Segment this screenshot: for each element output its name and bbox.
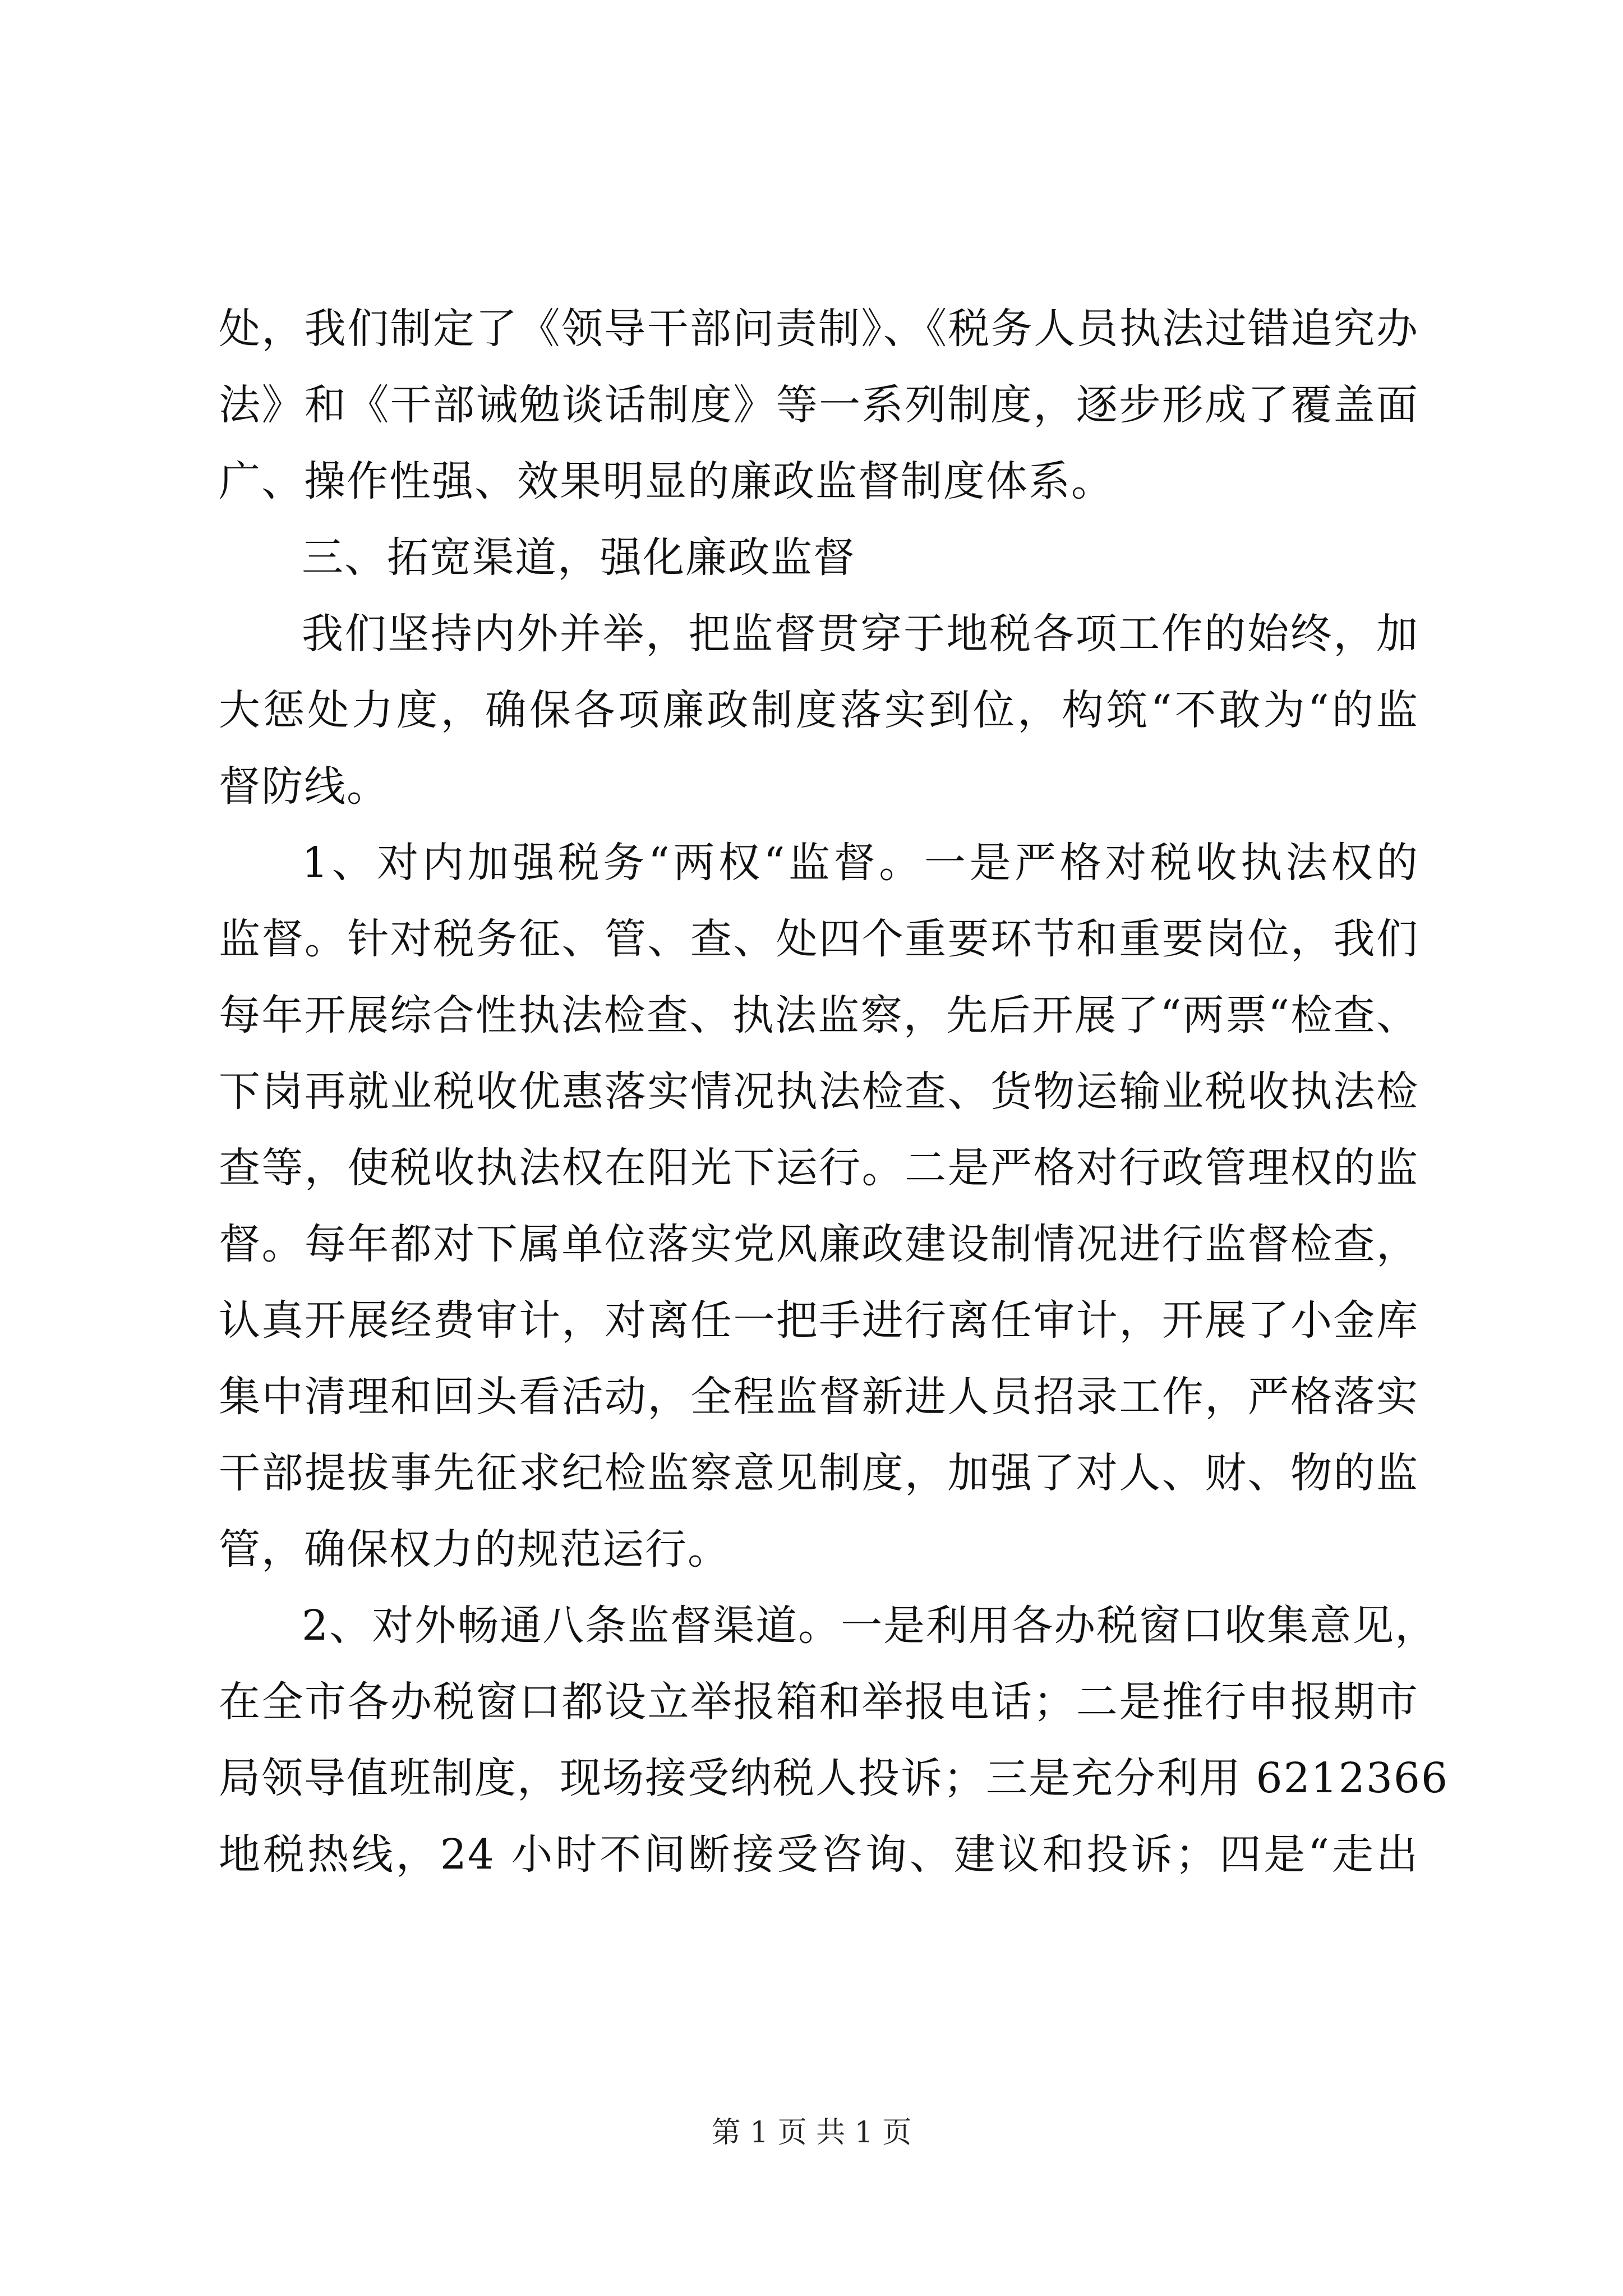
paragraph-line: 督。每年都对下属单位落实党风廉政建设制情况进行监督检查， [219,1220,1419,1268]
paragraph-line: 集中清理和回头看活动，全程监督新进人员招录工作，严格落实 [219,1373,1419,1421]
paragraph-line: 1、对内加强税务“两权“监督。一是严格对税收执法权的 [302,839,1419,887]
page-footer [0,2115,1623,2151]
paragraph-line: 认真开展经费审计，对离任一把手进行离任审计，开展了小金库 [219,1296,1419,1345]
document-body [219,291,1449,1893]
paragraph-line: 处，我们制定了《领导干部问责制》、《税务人员执法过错追究办 [219,305,1419,353]
paragraph-line: 在全市各办税窗口都设立举报箱和举报电话；二是推行申报期市 [219,1678,1419,1726]
paragraph-line: 下岗再就业税收优惠落实情况执法检查、货物运输业税收执法检 [219,1068,1419,1116]
paragraph-line: 督防线。 [219,762,389,811]
paragraph-line: 监督。针对税务征、管、查、处四个重要环节和重要岗位，我们 [219,915,1419,963]
paragraph-line: 干部提拔事先征求纪检监察意见制度，加强了对人、财、物的监 [219,1449,1419,1497]
paragraph-line: 局领导值班制度，现场接受纳税人投诉；三是充分利用 6212366 [219,1754,1449,1802]
section-heading: 三、拓宽渠道，强化廉政监督 [302,533,856,582]
paragraph-line: 法》和《干部诫勉谈话制度》等一系列制度，逐步形成了覆盖面 [219,381,1419,429]
paragraph-line: 查等，使税收执法权在阳光下运行。二是严格对行政管理权的监 [219,1144,1419,1192]
paragraph-line: 2、对外畅通八条监督渠道。一是利用各办税窗口收集意见， [302,1602,1438,1650]
paragraph-line: 每年开展综合性执法检查、执法监察，先后开展了“两票“检查、 [219,991,1419,1039]
paragraph-line: 广、操作性强、效果明显的廉政监督制度体系。 [219,457,1114,505]
page-number: 第 1 页 共 1 页 [711,2116,912,2150]
paragraph-line: 地税热线，24 小时不间断接受咨询、建议和投诉；四是“走出 [219,1830,1419,1879]
paragraph-line: 管，确保权力的规范运行。 [219,1525,730,1573]
paragraph-line: 大惩处力度，确保各项廉政制度落实到位，构筑“不敢为“的监 [219,686,1419,734]
paragraph-line: 我们坚持内外并举，把监督贯穿于地税各项工作的始终，加 [302,610,1419,658]
